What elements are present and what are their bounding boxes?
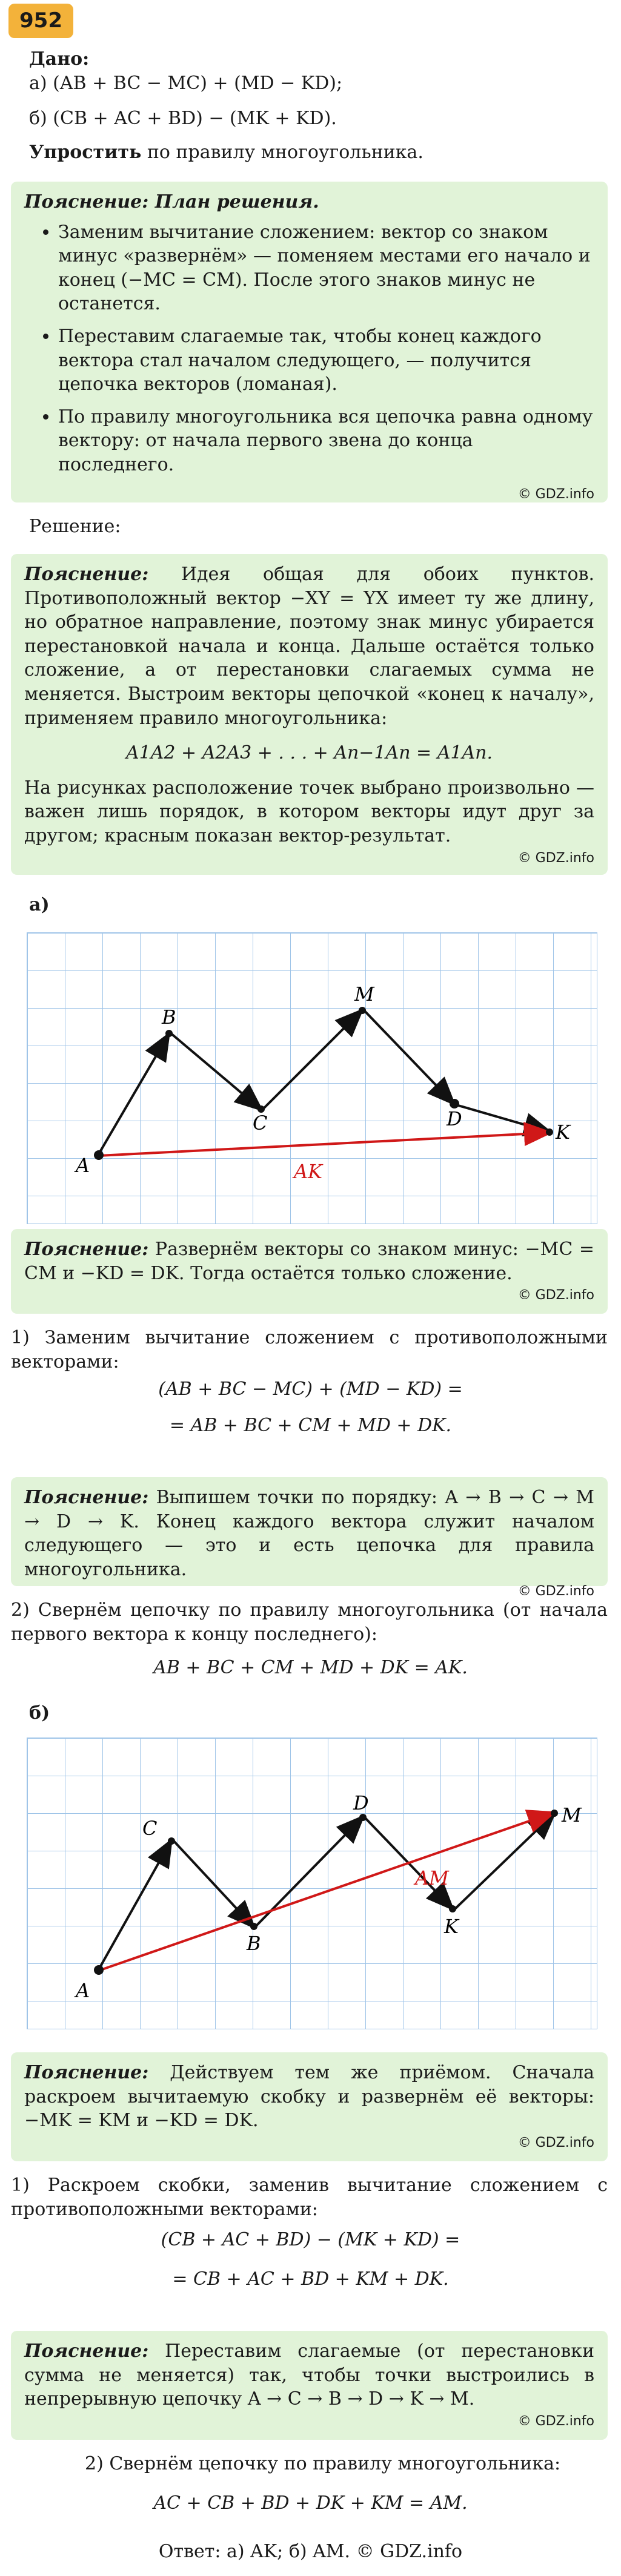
label-d: D xyxy=(353,1791,369,1814)
copyright: © GDZ.info xyxy=(517,850,594,866)
point-b xyxy=(250,1923,257,1930)
plan-item: • Переставим слагаемые так, чтобы конец каждого вектора стал началом следующего, — получится цепочка векторов (ломаная). xyxy=(58,324,594,397)
plan-item: • По правилу многоугольника вся цепочка равна одному вектору: от начала первого звена до конца последнего. xyxy=(58,405,594,477)
problem-number-badge: 952 xyxy=(8,4,73,38)
step-b1-formula-2: = CB + AC + BD + KM + DK. xyxy=(172,2268,449,2290)
label-c: C xyxy=(253,1112,268,1135)
general-note xyxy=(11,554,608,875)
plan-title: Пояснение: План решения. xyxy=(24,191,319,212)
task-line xyxy=(29,140,423,165)
label-a: A xyxy=(76,1979,90,2002)
figure-b-svg xyxy=(27,1738,597,2029)
note5-text: Переставим слагаемые (от перестановки сумма не меняется) так, чтобы точки выстроились в непрерывную цепочку A → C → B → D → K → M. xyxy=(24,2340,594,2410)
given-b: б) (CB + AC + BD) − (MK + KD). xyxy=(29,108,337,129)
task-bold: Упростить xyxy=(29,142,142,163)
note5-title: Пояснение: xyxy=(24,2340,149,2362)
label-k: K xyxy=(444,1915,459,1938)
note3-body xyxy=(24,1486,594,1581)
figure-a xyxy=(27,932,597,1224)
copyright: © GDZ.info xyxy=(517,2135,594,2150)
note-reverse-a xyxy=(11,1229,608,1314)
given-a: а) (AB + BC − MC) + (MD − KD); xyxy=(29,73,343,94)
figure-a-svg xyxy=(27,933,597,1224)
step-b2-formula: AC + CB + BD + DK + KM = AM. xyxy=(153,2492,468,2514)
vector-bc xyxy=(170,1033,260,1108)
point-a xyxy=(94,1150,104,1160)
note4-body xyxy=(24,2061,594,2133)
point-b xyxy=(165,1030,173,1037)
note-order-a xyxy=(11,1477,608,1599)
step-a1-formula-1: (AB + BC − MC) + (MD − KD) = xyxy=(158,1379,463,1400)
vector-ab xyxy=(99,1036,168,1154)
vector-ak-result xyxy=(99,1133,548,1156)
figure-b xyxy=(27,1738,597,2029)
note2-body xyxy=(24,1237,594,1285)
note1-text2: На рисунках расположение точек выбрано произвольно — важен лишь порядок, в котором векторы идут друг за другом; красным показан вектор-результат. xyxy=(24,777,594,846)
note4-title: Пояснение: xyxy=(24,2062,149,2083)
step-a1: 1) Заменим вычитание сложением с противоположными векторами: xyxy=(11,1327,608,1372)
solution-label: Решение: xyxy=(29,516,121,537)
label-b: B xyxy=(247,1932,261,1955)
note2-text: Развернём векторы со знаком минус: −MC = CM и −KD = DK. Тогда остаётся только сложение. xyxy=(24,1239,594,1284)
task-rest: по правилу многоугольника. xyxy=(141,142,423,163)
note2-title: Пояснение: xyxy=(24,1239,149,1260)
copyright: © GDZ.info xyxy=(517,1288,594,1303)
note1-text: Идея общая для обоих пунктов. Противоположный вектор −XY = YX имеет ту же длину, но обратное направление, поэтому знак минус убирается перестановкой начала и конца. Дальше остаётся только сложение, а от перестановки слагаемых сумма не меняется. Выстроим векторы цепочкой «конец к началу», применяем правило многоугольника: xyxy=(24,564,594,729)
label-b: B xyxy=(162,1006,176,1029)
step-a2-formula: AB + BC + CM + MD + DK = AK. xyxy=(153,1657,468,1678)
label-a: A xyxy=(76,1154,90,1177)
vector-cm xyxy=(262,1012,360,1110)
point-m xyxy=(359,1007,366,1014)
label-m: M xyxy=(354,983,374,1006)
note1-body xyxy=(24,562,594,730)
plan-note xyxy=(11,182,608,502)
answer-line: Ответ: а) AK; б) AM. © GDZ.info xyxy=(158,2541,463,2562)
step-a1-formula-2: = AB + BC + CM + MD + DK. xyxy=(169,1415,452,1436)
label-d: D xyxy=(447,1107,462,1130)
note1-title: Пояснение: xyxy=(24,564,149,585)
note-reverse-b xyxy=(11,2052,608,2161)
point-d xyxy=(359,1814,367,1821)
copyright: © GDZ.info xyxy=(517,1584,594,1599)
note3-text: Выпишем точки по порядку: A → B → C → M → D → K. Конец каждого вектора служит началом следующего — это и есть цепочка для правила многоугольника. xyxy=(24,1487,594,1580)
note4-text: Действуем тем же приёмом. Сначала раскроем вычитаемую скобку и развернём её векторы: −MK = KM и −KD = DK. xyxy=(24,2062,594,2132)
vector-dk xyxy=(456,1105,548,1132)
note5-body xyxy=(24,2339,594,2411)
point-c xyxy=(168,1837,175,1845)
part-b-label: б) xyxy=(29,1702,50,1724)
vector-md xyxy=(364,1010,453,1102)
step-b2: 2) Свернём цепочку по правилу многоугольника: xyxy=(85,2453,561,2474)
polygon-rule-formula: A1A2 + A2A3 + . . . + An−1An = A1An. xyxy=(126,742,493,764)
copyright: © GDZ.info xyxy=(517,2413,594,2429)
plan-list xyxy=(24,220,594,477)
label-c: C xyxy=(142,1817,158,1840)
vector-am-result xyxy=(99,1813,552,1971)
note-order-b xyxy=(11,2331,608,2440)
note3-title: Пояснение: xyxy=(24,1487,149,1508)
point-m xyxy=(551,1810,558,1817)
step-b1-formula-1: (CB + AC + BD) − (MK + KD) = xyxy=(161,2229,460,2250)
point-a xyxy=(94,1965,104,1975)
label-k: K xyxy=(556,1121,570,1144)
step-a2: 2) Свернём цепочку по правилу многоугольника (от начала первого вектора к концу последнего): xyxy=(11,1599,608,1645)
point-k xyxy=(449,1905,456,1912)
copyright: © GDZ.info xyxy=(517,486,594,502)
label-result-ak: AK xyxy=(294,1160,323,1183)
label-result-am: AM xyxy=(415,1866,449,1889)
plan-item: • Заменим вычитание сложением: вектор со знаком минус «развернём» — поменяем местами его начало и конец (−MC = CM). После этого знаков минус не останется. xyxy=(58,220,594,316)
step-b1: 1) Раскроем скобки, заменив вычитание сложением с противоположными векторами: xyxy=(11,2175,608,2220)
part-a-label: а) xyxy=(29,894,50,915)
point-k xyxy=(546,1128,553,1136)
given-label: Дано: xyxy=(29,48,90,70)
label-m: M xyxy=(562,1804,582,1827)
vector-cb xyxy=(173,1840,253,1926)
